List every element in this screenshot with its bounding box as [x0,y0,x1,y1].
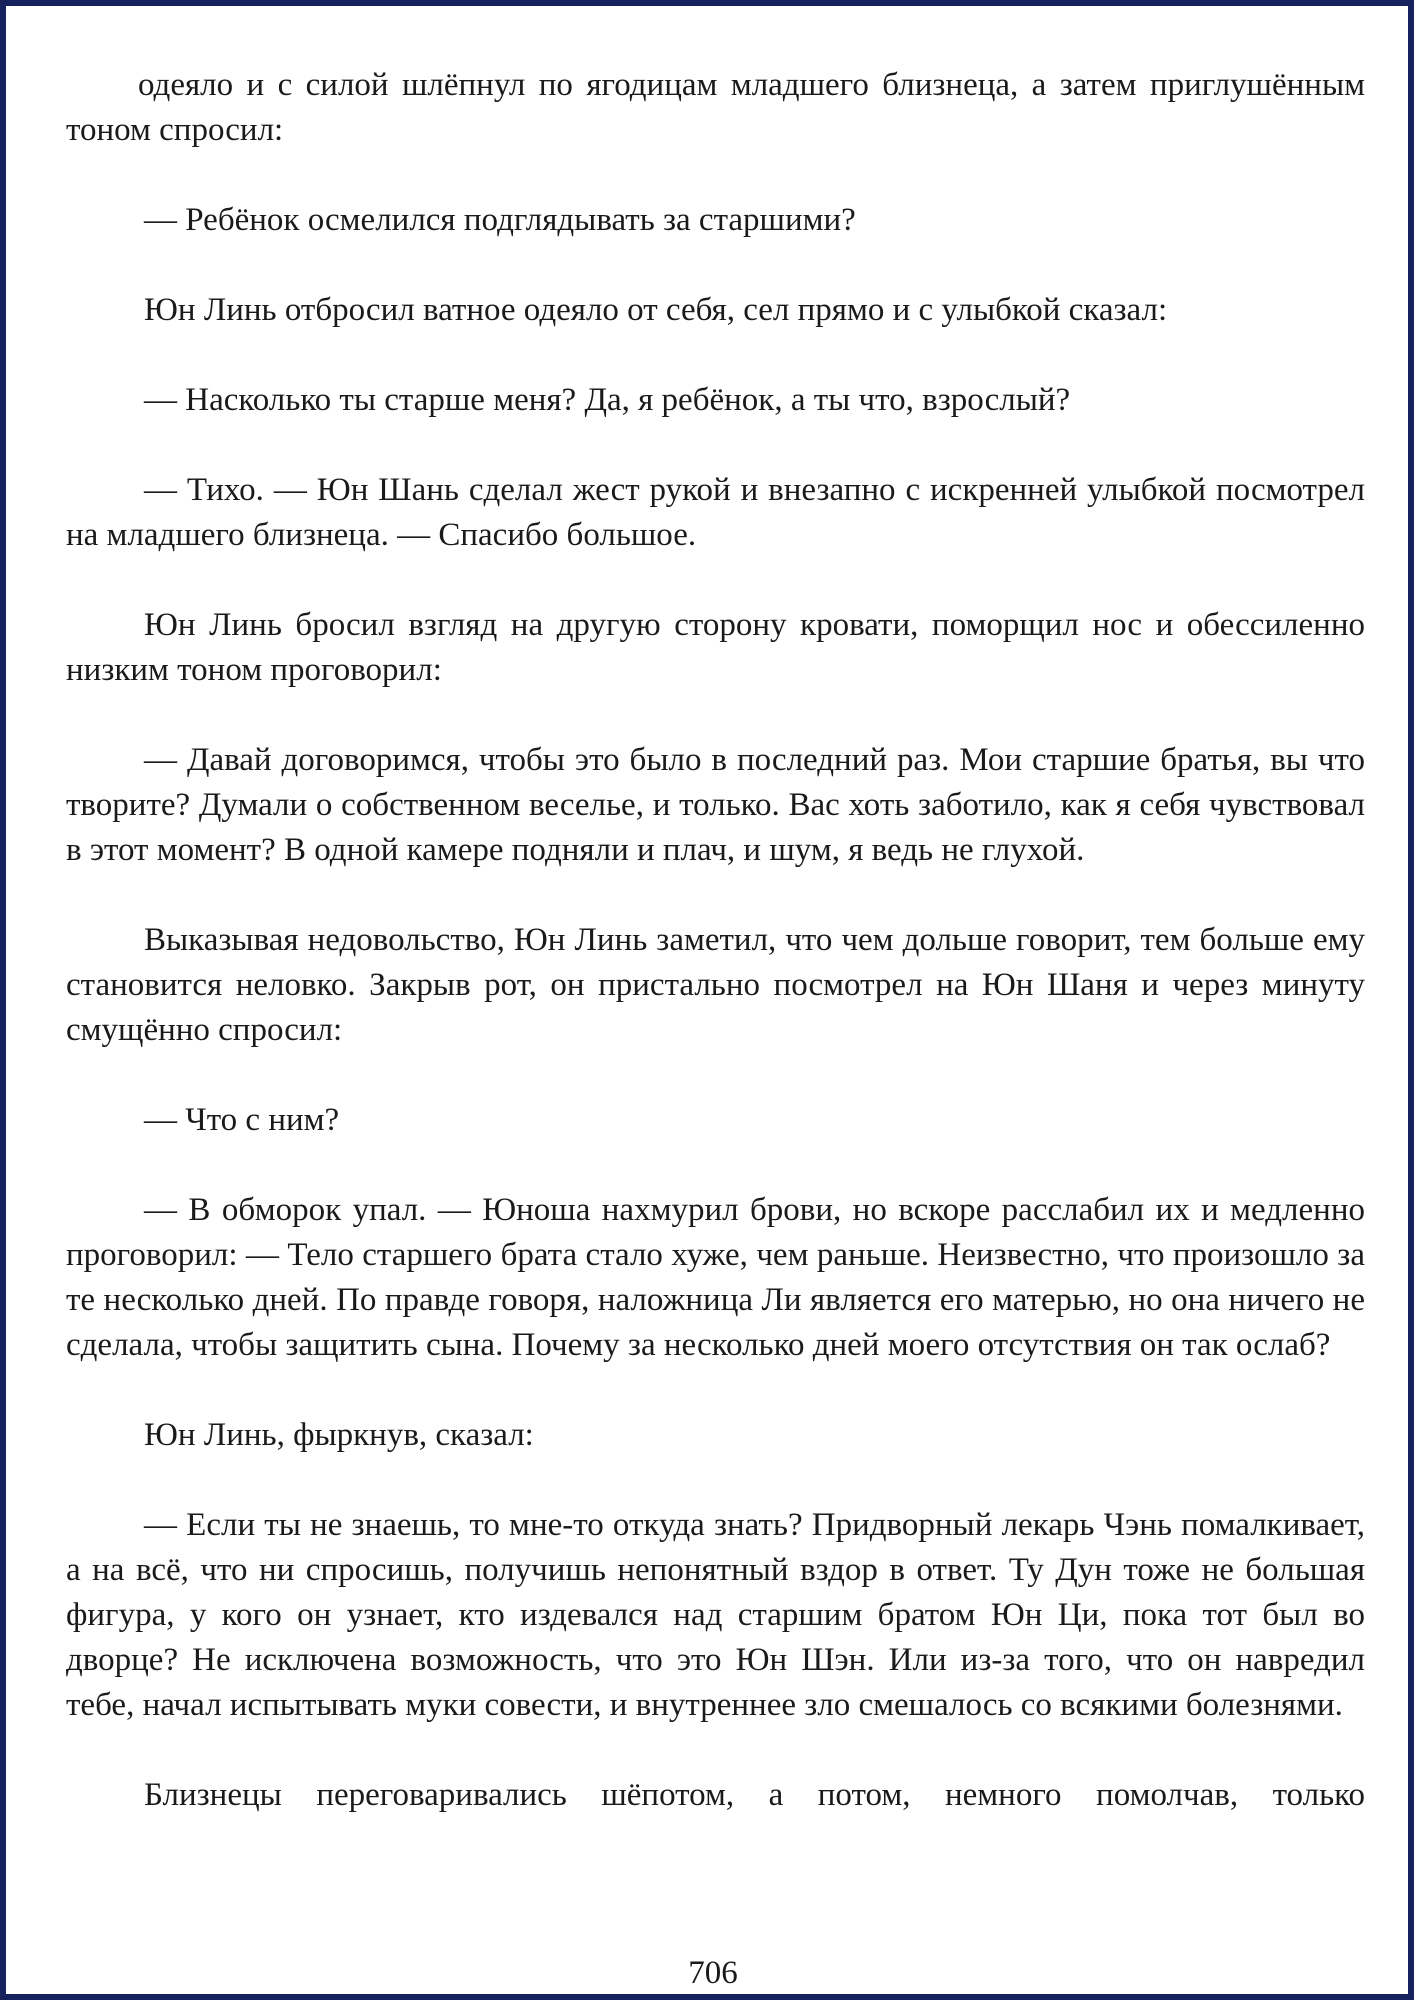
paragraph-13: Близнецы переговаривались шёпотом, а потом, немного помолчав, только [144,1777,1365,1813]
paragraph-11: Юн Линь, фыркнув, сказал: [144,1417,534,1453]
paragraph-3: Юн Линь отбросил ватное одеяло от себя, сел прямо и с улыбкой сказал: [144,292,1168,328]
paragraph-9: — Что с ним? [144,1102,340,1138]
paragraph-1: одеяло и с силой шлёпнул по ягодицам младшего близнеца, а затем приглушённым тоном спросил: [66,67,1365,148]
body-text [66,63,1365,1818]
paragraph-4: — Насколько ты старше меня? Да, я ребёнок, а ты что, взрослый? [144,382,1071,418]
paragraph-6: Юн Линь бросил взгляд на другую сторону кровати, поморщил нос и обессиленно низким тоном проговорил: [66,607,1365,688]
paragraph-5: — Тихо. — Юн Шань сделал жест рукой и внезапно с искренней улыбкой посмотрел на младшего близнеца. — Спасибо большое. [66,472,1365,553]
page-number: 706 [688,1955,738,1991]
paragraph-2: — Ребёнок осмелился подглядывать за старшими? [144,202,856,238]
paragraph-12: — Если ты не знаешь, то мне-то откуда знать? Придворный лекарь Чэнь помалкивает, а на всё, что ни спросишь, получишь непонятный вздор в ответ. Ту Дун тоже не большая фигура, у кого он узнает, кто издевался над старшим братом Юн Ци, пока тот был во дворце? Не исключена возможность, что это Юн Шэн. Или из-за того, что он навредил тебе, начал испытывать муки совести, и внутреннее зло смешалось со всякими болезнями. [66,1507,1365,1723]
paragraph-10: — В обморок упал. — Юноша нахмурил брови, но вскоре расслабил их и медленно проговорил: — Тело старшего брата стало хуже, чем раньше. Неизвестно, что произошло за те несколько дней. По правде говоря, наложница Ли является его матерью, но она ничего не сделала, чтобы защитить сына. Почему за несколько дней моего отсутствия он так ослаб? [66,1192,1365,1363]
paragraph-8: Выказывая недовольство, Юн Линь заметил, что чем дольше говорит, тем больше ему становится неловко. Закрыв рот, он пристально посмотрел на Юн Шаня и через минуту смущённо спросил: [66,922,1365,1048]
paragraph-7: — Давай договоримся, чтобы это было в последний раз. Мои старшие братья, вы что творите? Думали о собственном веселье, и только. Вас хоть заботило, как я себя чувствовал в этот момент? В одной камере подняли и плач, и шум, я ведь не глухой. [66,742,1365,868]
